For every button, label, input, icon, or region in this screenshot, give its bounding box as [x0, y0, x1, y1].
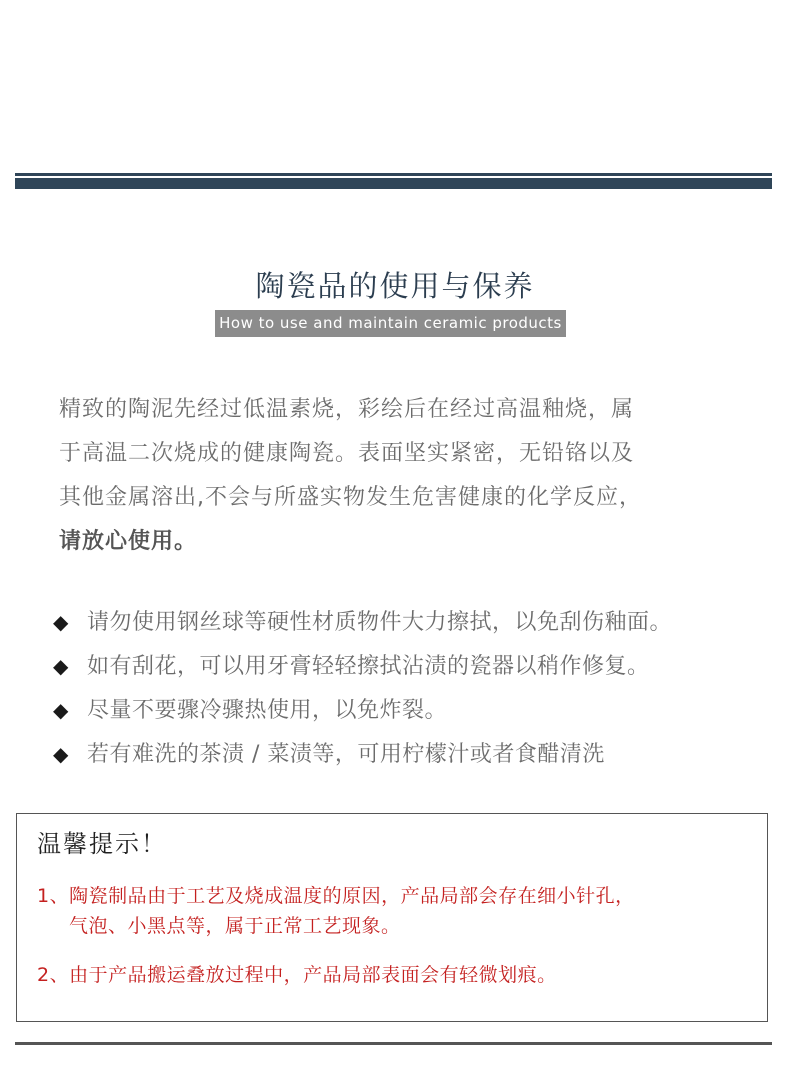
- notice-item-line: 2、由于产品搬运叠放过程中，产品局部表面会有轻微划痕。: [37, 964, 557, 986]
- list-item: [48, 732, 778, 776]
- intro-line: 于高温二次烧成的健康陶瓷。表面坚实紧密，无铅铬以及: [59, 441, 635, 466]
- intro-line: 精致的陶泥先经过低温素烧，彩绘后在经过高温釉烧，属: [59, 397, 635, 422]
- notice-item: [37, 960, 557, 990]
- tip-text: 如有刮花，可以用牙膏轻轻擦拭沾渍的瓷器以稍作修复。: [87, 654, 650, 679]
- intro-paragraph: [59, 388, 749, 564]
- notice-item-line: 1、陶瓷制品由于工艺及烧成温度的原因，产品局部会存在细小针孔，: [37, 885, 635, 907]
- header-rule-thick: [15, 178, 772, 189]
- care-tips-list: [48, 600, 778, 776]
- intro-line: 其他金属溶出,不会与所盛实物发生危害健康的化学反应，: [59, 485, 642, 510]
- notice-title: 温馨提示！: [37, 830, 167, 858]
- tip-text: 请勿使用钢丝球等硬性材质物件大力擦拭，以免刮伤釉面。: [87, 610, 673, 635]
- diamond-bullet-icon: ◆: [53, 610, 69, 634]
- diamond-bullet-icon: ◆: [53, 698, 69, 722]
- list-item: [48, 644, 778, 688]
- list-item: [48, 600, 778, 644]
- tip-text: 若有难洗的茶渍 / 菜渍等，可用柠檬汁或者食醋清洗: [87, 742, 605, 767]
- notice-item-line: 气泡、小黑点等，属于正常工艺现象。: [69, 915, 401, 937]
- intro-emphasis: 请放心使用。: [59, 529, 198, 554]
- notice-box: [16, 813, 768, 1022]
- notice-item: [37, 881, 635, 941]
- diamond-bullet-icon: ◆: [53, 654, 69, 678]
- page-subtitle: How to use and maintain ceramic products: [215, 310, 566, 337]
- list-item: [48, 688, 778, 732]
- page-title: 陶瓷品的使用与保养: [255, 269, 535, 303]
- diamond-bullet-icon: ◆: [53, 742, 69, 766]
- footer-rule: [15, 1042, 772, 1045]
- header-rule-thin: [15, 173, 772, 176]
- tip-text: 尽量不要骤冷骤热使用，以免炸裂。: [87, 698, 448, 723]
